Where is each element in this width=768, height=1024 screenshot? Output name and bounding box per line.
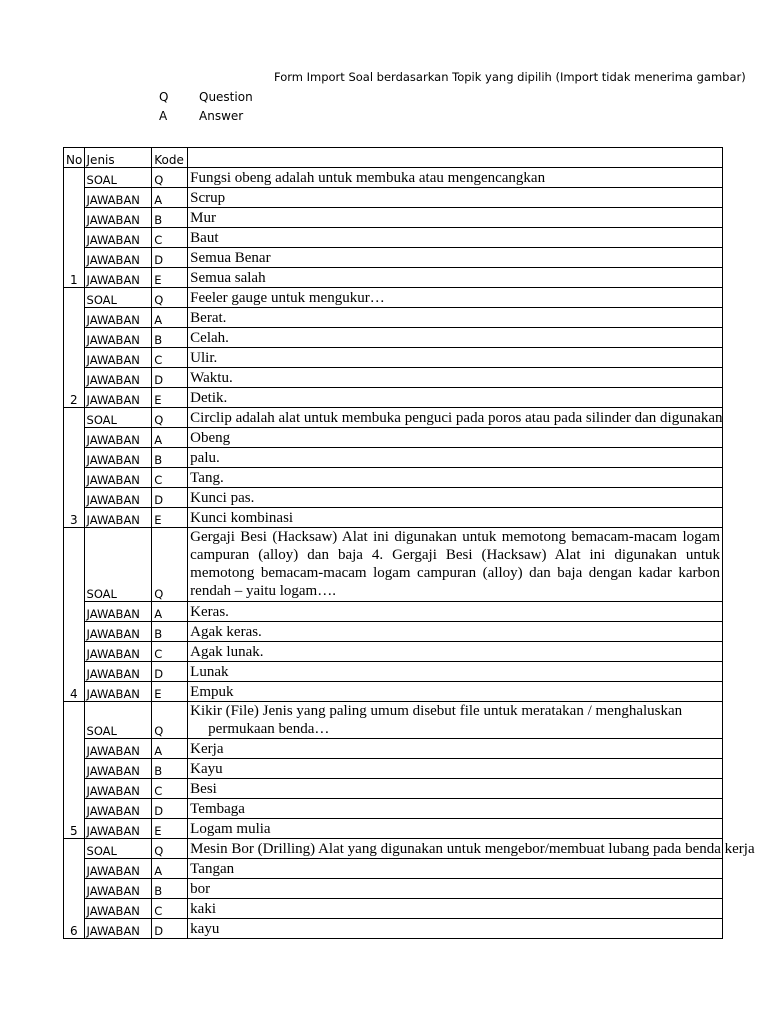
kode-cell: Q <box>152 528 188 602</box>
table-header-row <box>64 148 723 168</box>
question-text: Gergaji Besi (Hacksaw) Alat ini digunakan untuk memotong bemacam-macam logam campuran (alloy) dan baja 4. Gergaji Besi (Hacksaw) Alat ini digunakan untuk memotong bemacam-macam logam campuran (alloy) dan baja dengan kadar karbon rendah – yaitu logam…. <box>188 528 723 602</box>
kode-cell: B <box>152 879 188 899</box>
kode-cell: Q <box>152 408 188 428</box>
kode-cell: E <box>152 388 188 408</box>
answer-text: Detik. <box>188 388 723 408</box>
jenis-cell: JAWABAN <box>84 468 152 488</box>
answer-text: Agak lunak. <box>188 642 723 662</box>
answer-row <box>64 879 723 899</box>
answer-row <box>64 188 723 208</box>
answer-row <box>64 622 723 642</box>
question-row <box>64 288 723 308</box>
kode-cell: C <box>152 468 188 488</box>
answer-row <box>64 819 723 839</box>
answer-text: Scrup <box>188 188 723 208</box>
jenis-cell: JAWABAN <box>84 899 152 919</box>
question-text: Circlip adalah alat untuk membuka penguci pada poros atau pada silinder dan digunakan <box>188 408 723 428</box>
answer-text: Kayu <box>188 759 723 779</box>
answer-text: palu. <box>188 448 723 468</box>
answer-row <box>64 208 723 228</box>
answer-row <box>64 919 723 939</box>
question-number: 4 <box>64 528 85 702</box>
question-text-line: Kikir (File) Jenis yang paling umum disebut file untuk meratakan / menghaluskan <box>190 703 683 719</box>
kode-cell: D <box>152 662 188 682</box>
answer-row <box>64 488 723 508</box>
jenis-cell: JAWABAN <box>84 368 152 388</box>
question-number: 1 <box>64 168 85 288</box>
kode-cell: D <box>152 248 188 268</box>
question-row <box>64 702 723 739</box>
kode-cell: Q <box>152 168 188 188</box>
kode-cell: B <box>152 622 188 642</box>
answer-row <box>64 248 723 268</box>
answer-text: Tembaga <box>188 799 723 819</box>
kode-cell: D <box>152 368 188 388</box>
jenis-cell: JAWABAN <box>84 819 152 839</box>
question-row <box>64 408 723 428</box>
jenis-cell: SOAL <box>84 288 152 308</box>
kode-cell: Q <box>152 288 188 308</box>
question-number: 3 <box>64 408 85 528</box>
answer-text: Semua salah <box>188 268 723 288</box>
table-body <box>64 168 755 939</box>
answer-text: Semua Benar <box>188 248 723 268</box>
jenis-cell: JAWABAN <box>84 759 152 779</box>
answer-text: Kerja <box>188 739 723 759</box>
answer-row <box>64 228 723 248</box>
jenis-cell: JAWABAN <box>84 859 152 879</box>
answer-text: Ulir. <box>188 348 723 368</box>
answer-text: Agak keras. <box>188 622 723 642</box>
kode-cell: A <box>152 602 188 622</box>
kode-cell: E <box>152 508 188 528</box>
form-title: Form Import Soal berdasarkan Topik yang dipilih (Import tidak menerima gambar) <box>274 70 746 84</box>
kode-cell: B <box>152 759 188 779</box>
jenis-cell: SOAL <box>84 168 152 188</box>
answer-row <box>64 508 723 528</box>
jenis-cell: JAWABAN <box>84 662 152 682</box>
answer-row <box>64 328 723 348</box>
kode-cell: Q <box>152 702 188 739</box>
answer-text: Logam mulia <box>188 819 723 839</box>
column-header-kode: Kode <box>152 148 188 168</box>
question-text-continuation: permukaan benda… <box>208 721 330 737</box>
jenis-cell: JAWABAN <box>84 879 152 899</box>
jenis-cell: JAWABAN <box>84 739 152 759</box>
answer-row <box>64 602 723 622</box>
answer-text: Kunci kombinasi <box>188 508 723 528</box>
answer-row <box>64 779 723 799</box>
kode-cell: E <box>152 682 188 702</box>
answer-text: Lunak <box>188 662 723 682</box>
jenis-cell: SOAL <box>84 528 152 602</box>
answer-row <box>64 348 723 368</box>
kode-cell: E <box>152 268 188 288</box>
kode-cell: B <box>152 328 188 348</box>
answer-text: Besi <box>188 779 723 799</box>
answer-row <box>64 759 723 779</box>
jenis-cell: JAWABAN <box>84 602 152 622</box>
column-header-text <box>188 148 723 168</box>
answer-row <box>64 859 723 879</box>
answer-row <box>64 799 723 819</box>
question-text: Mesin Bor (Drilling) Alat yang digunakan untuk mengebor/membuat lubang pada benda kerja <box>188 839 723 859</box>
kode-cell: C <box>152 348 188 368</box>
jenis-cell: JAWABAN <box>84 188 152 208</box>
kode-cell: D <box>152 919 188 939</box>
question-text: Fungsi obeng adalah untuk membuka atau mengencangkan <box>188 168 723 188</box>
question-number: 2 <box>64 288 85 408</box>
answer-row <box>64 428 723 448</box>
jenis-cell: JAWABAN <box>84 488 152 508</box>
kode-cell: B <box>152 208 188 228</box>
legend-desc: Answer <box>199 109 244 123</box>
answer-text: Tang. <box>188 468 723 488</box>
question-sheet <box>63 147 755 1024</box>
answer-row <box>64 662 723 682</box>
answer-text: Tangan <box>188 859 723 879</box>
kode-cell: Q <box>152 839 188 859</box>
jenis-cell: JAWABAN <box>84 779 152 799</box>
answer-row <box>64 899 723 919</box>
answer-text: Keras. <box>188 602 723 622</box>
kode-cell: C <box>152 642 188 662</box>
kode-cell: C <box>152 779 188 799</box>
answer-row <box>64 368 723 388</box>
jenis-cell: JAWABAN <box>84 682 152 702</box>
answer-text: kayu <box>188 919 723 939</box>
kode-cell: E <box>152 819 188 839</box>
kode-cell: A <box>152 739 188 759</box>
jenis-cell: JAWABAN <box>84 328 152 348</box>
legend-code: Q <box>159 90 169 104</box>
kode-cell: A <box>152 859 188 879</box>
question-table <box>63 147 755 939</box>
answer-text: Kunci pas. <box>188 488 723 508</box>
kode-cell: A <box>152 188 188 208</box>
question-row <box>64 528 723 602</box>
answer-row <box>64 308 723 328</box>
answer-row <box>64 468 723 488</box>
question-number: 5 <box>64 702 85 839</box>
jenis-cell: SOAL <box>84 839 152 859</box>
answer-row <box>64 448 723 468</box>
answer-text: kaki <box>188 899 723 919</box>
jenis-cell: SOAL <box>84 408 152 428</box>
answer-text: Baut <box>188 228 723 248</box>
question-row <box>64 168 723 188</box>
jenis-cell: JAWABAN <box>84 919 152 939</box>
jenis-cell: JAWABAN <box>84 348 152 368</box>
answer-text: bor <box>188 879 723 899</box>
jenis-cell: JAWABAN <box>84 388 152 408</box>
answer-row <box>64 682 723 702</box>
jenis-cell: JAWABAN <box>84 268 152 288</box>
jenis-cell: JAWABAN <box>84 308 152 328</box>
question-number: 6 <box>64 839 85 939</box>
answer-row <box>64 642 723 662</box>
column-header-no: No <box>64 148 85 168</box>
kode-cell: D <box>152 488 188 508</box>
question-text <box>188 702 723 739</box>
kode-cell: D <box>152 799 188 819</box>
legend-desc: Question <box>199 90 253 104</box>
jenis-cell: JAWABAN <box>84 228 152 248</box>
jenis-cell: SOAL <box>84 702 152 739</box>
kode-cell: A <box>152 308 188 328</box>
kode-cell: A <box>152 428 188 448</box>
kode-cell: B <box>152 448 188 468</box>
answer-text: Waktu. <box>188 368 723 388</box>
jenis-cell: JAWABAN <box>84 248 152 268</box>
answer-row <box>64 388 723 408</box>
answer-row <box>64 268 723 288</box>
answer-text: Empuk <box>188 682 723 702</box>
answer-text: Celah. <box>188 328 723 348</box>
jenis-cell: JAWABAN <box>84 642 152 662</box>
jenis-cell: JAWABAN <box>84 208 152 228</box>
answer-text: Mur <box>188 208 723 228</box>
jenis-cell: JAWABAN <box>84 508 152 528</box>
answer-row <box>64 739 723 759</box>
jenis-cell: JAWABAN <box>84 448 152 468</box>
jenis-cell: JAWABAN <box>84 799 152 819</box>
answer-text: Berat. <box>188 308 723 328</box>
answer-text: Obeng <box>188 428 723 448</box>
jenis-cell: JAWABAN <box>84 428 152 448</box>
legend-code: A <box>159 109 168 123</box>
question-text: Feeler gauge untuk mengukur… <box>188 288 723 308</box>
column-header-jenis: Jenis <box>84 148 152 168</box>
jenis-cell: JAWABAN <box>84 622 152 642</box>
kode-cell: C <box>152 899 188 919</box>
kode-cell: C <box>152 228 188 248</box>
question-row <box>64 839 723 859</box>
